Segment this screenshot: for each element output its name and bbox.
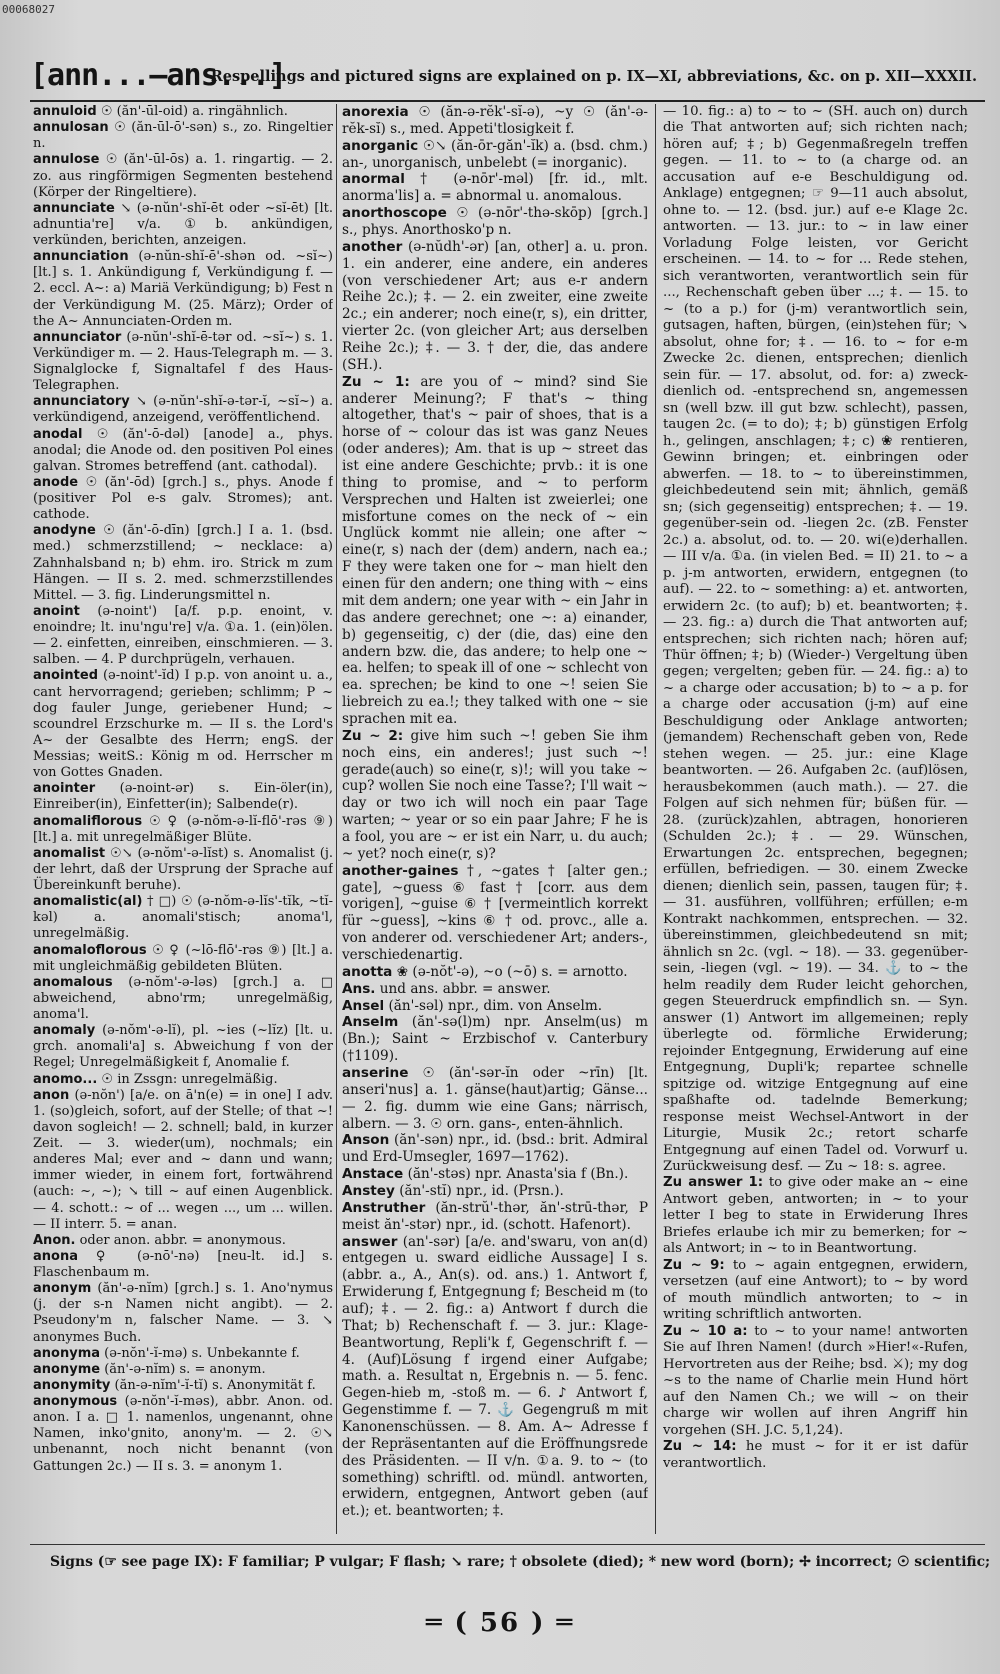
entry-headword: annunciate	[33, 200, 115, 216]
dictionary-entry	[33, 894, 333, 942]
dictionary-entry	[342, 239, 648, 374]
footer-divider	[30, 1544, 985, 1545]
entry-headword: another-gaines	[342, 862, 459, 879]
entry-text: (ăn'-sə(l)m) npr. Anselm(us) m (Bn.); Saint ~ Erzbischof v. Canterbury (†1109).	[342, 1014, 648, 1065]
entry-text: ☉ (ăn'-ō-dəl) [anode] a., phys. anodal; die Anode od. den positiven Pol eines galvan. Stromes betreffend (ant. cathodal).	[33, 426, 333, 474]
entry-headword: anomaliflorous	[33, 813, 143, 829]
entry-text: (ăn-strŭ'-thər, ăn'-strū-thər, P meist ăn'-stər) npr., id. (schott. Hafenort).	[342, 1199, 648, 1233]
entry-headword: Zu ~ 2:	[342, 727, 404, 744]
dictionary-entry	[33, 1362, 333, 1378]
entry-text: (ə-nŭdh'-ər) [an, other] a. u. pron. 1. ein anderer, eine andere, ein anderes (von verschiedener Art; aus e-r andern Reihe 2c.); ‡. — 2. ein zweiter, eine zweite 2c.; ein anderer; noch eine(r, s), ein dritter, vierter 2c. (von gleicher Art; aus derselben Reihe 2c.); ‡. — 3. † der, die, das andere (SH.).	[342, 238, 648, 373]
dictionary-entry	[342, 728, 648, 863]
entry-headword: anona	[33, 1248, 78, 1264]
entry-text: ☉ (ăn-ūl-ō'-sən) s., zo. Ringeltier n.	[33, 120, 333, 152]
entry-text: (ə-nŏm'-ə-lĭ), pl. ~ies (~lĭz) [lt. u. grch. anomali'a] s. Abweichung f von der Regel; Unregelmäßigkeit f, Anomalie f.	[33, 1023, 333, 1071]
entry-text: to ~ again entgegnen, erwidern, versetzen (auf eine Antwort); to ~ by word of mouth mündlich antworten; to ~ in writing schriftlich antworten.	[663, 1257, 968, 1323]
entry-text: ☉ (ăn'-ūl-oid) a. ringähnlich.	[100, 104, 288, 119]
dictionary-entry	[342, 104, 648, 138]
dictionary-entry	[33, 249, 333, 330]
entry-headword: anode	[33, 474, 79, 490]
entry-text: ☉ (ăn'-sər-ĭn oder ~rīn) [lt. anseri'nus] a. 1. gänse(haut)artig; Gänse... — 2. fig. dumm wie eine Gans; närrisch, albern. — 3. ☉ orn. gans-, enten-ähnlich.	[342, 1064, 648, 1132]
column-2	[342, 104, 648, 1534]
column-divider	[655, 104, 656, 1534]
entry-text: † □) ☉ (ə-nŏm-ə-lĭs'-tĭk, ~tĭ-kəl) a. anomali'stisch; anoma'l, unregelmäßig.	[33, 894, 333, 942]
dictionary-entry	[663, 1258, 968, 1324]
entry-text: (ăn'-sən) npr., id. (bsd.: brit. Admiral und Erd-Umsegler, 1697—1762).	[342, 1132, 648, 1166]
dictionary-entry	[342, 964, 648, 981]
dictionary-entry	[33, 1346, 333, 1362]
dictionary-entry	[33, 1023, 333, 1071]
entry-text: to ~ to your name! antworten Sie auf Ihren Namen! (durch »Hier!«-Rufen, Hervortreten aus der Reihe; bsd. ⚔); my dog ~s to the name of Charlie mein Hund hört auf den Namen Ch.; we will ~ on their charge wir wollen auf ihren Angriff hin vorgehen (SH. J.C. 5,1,24).	[663, 1323, 968, 1438]
entry-headword: anoint	[33, 603, 80, 619]
entry-text: (ə-nŭn'-shĭ-ē-tər od. ~sĭ~) s. 1. Verkündiger m. — 2. Haus-Telegraph m. — 3. Signalglocke f, Signaltafel f des Haus-Telegraphen.	[33, 329, 333, 394]
entry-text: (ə-nŏn'-ĭ-məs), abbr. Anon. od. anon. I a. □ 1. namenlos, ungenannt, ohne Namen, inko'gnito, anony'm. — 2. ☉↘ unbenannt, noch nicht benannt (von Gattungen 2c.) — II s. 3. = anonym 1.	[33, 1394, 333, 1474]
entry-text: (ə-nŏm'-ə-ləs) [grch.] a. □ abweichend, abno'rm; unregelmäßig, anoma'l.	[33, 974, 333, 1022]
dictionary-entry	[342, 1200, 648, 1234]
dictionary-entry	[33, 427, 333, 475]
dictionary-entry	[342, 205, 648, 239]
entry-headword: annuloid	[33, 104, 97, 119]
entry-headword: another	[342, 238, 403, 255]
dictionary-entry	[33, 846, 333, 894]
entry-text: † (ə-nōr'-məl) [fr. id., mlt. anorma'lis] a. = abnormal u. anomalous.	[342, 171, 648, 205]
dictionary-entry	[33, 394, 333, 426]
dictionary-entry	[342, 1132, 648, 1166]
entry-text: to give oder make an ~ eine Antwort geben, antworten; in ~ to your letter I beg to state in Erwiderung Ihres Briefes erlaube ich mir zu bemerken; for ~ als Antwort; in ~ to in Beantwortung.	[663, 1175, 968, 1257]
entry-headword: anodyne	[33, 523, 96, 539]
entry-headword: anomaloflorous	[33, 942, 147, 958]
dictionary-entry	[342, 1183, 648, 1200]
column-1	[33, 104, 333, 1534]
entry-headword: anserine	[342, 1064, 409, 1081]
entry-text: (ə-nŏn') [a/e. on ā'n(e) = in one] I adv. 1. (so)gleich, sofort, auf der Stelle; of that ~! davon sogleich! — 2. schnell; bald, in kurzer Zeit. — 3. wieder(um), nochmals; ein anderes Mal; ever and ~ dann und wann; immer wieder, in einem fort, fortwährend (auch: ~, ~); ↘ till ~ auf einen Augenblick. — 4. schott.: ~ of ... wegen ..., um ... willen. — II interr. 5. = anan.	[33, 1087, 333, 1232]
entry-headword: Anselm	[342, 1014, 399, 1031]
dictionary-entry	[33, 975, 333, 1023]
dictionary-entry	[33, 120, 333, 152]
entry-headword: anonymous	[33, 1394, 118, 1409]
entry-text: (ə-noint-ər) s. Ein-öler(in), Einreiber(in), Einfetter(in); Salbende(r).	[33, 781, 333, 813]
entry-text: — 10. fig.: a) to ~ to ~ (SH. auch on) durch die That antworten auf; sich richten nach; hören auf; ‡; b) Gegenmaßregeln treffen gegen. — 11. to ~ to (a charge od. an accusation auf e-e Beschuldigung od. Anklage) entgegnen; ☞ 9—11 auch absolut, ohne to. — 12. (bsd. jur.) auf e-e Klage 2c. antworten. — 13. jur.: to ~ in law einer Vorladung Folge leisten, vor Gericht erscheinen. — 14. to ~ for ... Rede stehen, sich verantworten, verantwortlich sein für ..., Rechenschaft geben über ...; ‡. — 15. to ~ (to a p.) for (j-m) verantwortlich sein, gutsagen, haften, bürgen, (ein)stehen für; ↘ absolut, ohne for; ‡. — 16. to ~ for e-m Zwecke 2c. dienen, entsprechen; dienlich sein für. — 17. absolut, od. for: a) zweck-dienlich od. -entsprechend sn, angemessen sn (well bzw. ill gut bzw. schlecht), passen, taugen 2c. (= to do); ‡; b) günstigen Erfolg h., gelingen, anschlagen; ‡; c) ❀ rentieren, Gewinn bringen; et. einbringen oder abwerfen. — 18. to ~ to übereinstimmen, gleichbedeutend sein mit; ähnlich, gemäß sn; (sich gegenseitig) entsprechen; ‡. — 19. gegenüber-sein od. -liegen 2c. (zB. Fenster 2c.) a. absolut, od. to. — 20. wi(e)derhallen. — III v/a. ①a. (in vielen Bed. = II) 21. to ~ a p. j-m antworten, erwidern, entgegnen (to auf). — 22. to ~ something: a) et. antworten, erwidern 2c. (to auf); b) et. beantworten; ‡. — 23. fig.: a) durch die That antworten auf; entsprechen; sich richten nach; hören auf; Thür öffnen; ‡; b) (Wieder-) Vergeltung üben gegen; vergelten; geben für. — 24. fig.: a) to ~ a charge oder accusation; b) to ~ a p. for a charge oder accusation (j-m) auf eine Beschuldigung oder Anklage antworten; (jemandem) Rechenschaft geben von, Rede stehen wegen. — 25. jur.: eine Klage beantworten. — 26. Aufgaben 2c. (auf)lösen, herausbekommen (auch math.). — 27. die Folgen auf sich nehmen für; büßen für. — 28. (zurück)zahlen, abtragen, honorieren (Schulden 2c.); ‡. — 29. Wünschen, Erwartungen 2c. entsprechen, begegnen; erfüllen, befriedigen. — 30. einem Zwecke dienen; dienlich sein, passen, taugen für; ‡. — 31. ausführen, vollführen; erfüllen; e-m Kontrakt nachkommen, entsprechen. — 32. übereinstimmen, gleichbedeutend sn mit; ähnlich sn 2c. (vgl. ~ 18). — 33. gegenüber-sein, -liegen (vgl. ~ 19). — 34. ⚓ to ~ the helm readily dem Ruder leicht gehorchen, gegen Steuerdruck empfindlich sn. — Syn. answer (1) Antwort im allgemeinen; reply überlegte od. förmliche Erwiderung; rejoinder Entgegnung, Erwiderung auf eine Entgegnung, Dupli'k; repartee schnelle spitzige od. witzige Entgegnung auf eine spaßhafte od. tadelnde Bemerkung; response meist Wechsel-Antwort in der Liturgie, Musik 2c.; retort scharfe Entgegnung auf einen Tadel od. Vorwurf u. Zurückweisung desf. — Zu ~ 18: s. agree.	[663, 104, 968, 1174]
dictionary-entry	[33, 1233, 333, 1249]
entry-headword: Zu answer 1:	[663, 1175, 764, 1191]
dictionary-entry	[33, 1088, 333, 1233]
entry-headword: annunciator	[33, 329, 122, 345]
entry-text: give him such ~! geben Sie ihm noch eins, ein anderes!; just such ~! gerade(auch) so eine(r, s)!; will you take ~ cup? wollen Sie noch eine Tasse?; I'll wait ~ day or two ich will noch ein paar Tage warten; ~ year or so ein paar Jahre; F he is a fool, you are ~ er ist ein Narr, u. du auch; ~ yet? noch eine(r, s)?	[342, 727, 648, 862]
entry-text: ☉ ♀ (~lō-flō'-rəs ⑨) [lt.] a. mit ungleichmäßig gebildeten Blüten.	[33, 942, 333, 974]
entry-text: ↘ (ə-nŭn'-shĭ-ə-tər-ĭ, ~sĭ~) a. verkündigend, anzeigend, veröffentlichend.	[33, 394, 333, 426]
dictionary-entry	[342, 1166, 648, 1183]
entry-headword: anointer	[33, 781, 96, 797]
dictionary-entry	[33, 814, 333, 846]
dictionary-entry	[33, 604, 333, 669]
dictionary-entry	[33, 152, 333, 200]
entry-text: ☉ (ăn-ə-rĕk'-sĭ-ə), ~y ☉ (ăn'-ə-rĕk-sĭ) s., med. Appeti'tlosigkeit f.	[342, 104, 648, 137]
entry-text: oder anon. abbr. = anonymous.	[79, 1232, 286, 1248]
entry-headword: Anson	[342, 1132, 390, 1149]
scan-id: 00068027	[2, 3, 55, 16]
entry-text: ☉ (ăn'-ō-dīn) [grch.] I a. 1. (bsd. med.) schmerzstillend; ~ necklace: a) Zahnhalsband n; b) ehm. iro. Strick m zum Hängen. — II s. 2. med. schmerzstillendes Mittel. — 3. fig. Linderungsmittel n.	[33, 523, 333, 603]
dictionary-entry	[33, 475, 333, 523]
column-3	[663, 104, 968, 1534]
entry-text: are you of ~ mind? sind Sie anderer Meinung?; F that's ~ thing altogether, that's ~ pair of shoes, that is a horse of ~ colour das ist was ganz Neues (oder anderes); Am. that is up ~ street das ist eine andere Geschichte; prvb.: it is one thing to promise, and ~ to perform Versprechen und Halten ist zweierlei; one misfortune comes on the neck of ~ ein Unglück kommt nie allein; one after ~ eine(r, s) nach der (dem) andern, nach ea.; F they were taken one for ~ man hielt den einen für den andern; one thing with ~ eins mit dem andern; one year with ~ ein Jahr in das andere gerechnet; one ~: a) einander, b) gegenseitig, c) der (die, das) eine den andern bzw. die, das andere; to help one ~ ea. helfen; to speak ill of one ~ schlecht von ea. sprechen; be kind to one ~! seien Sie liebreich zu ea.!; they talked with one ~ sie sprachen mit ea.	[342, 373, 648, 727]
dictionary-entry	[663, 1324, 968, 1439]
entry-text: (ăn'-səl) npr., dim. von Anselm.	[388, 997, 603, 1014]
dictionary-entry	[33, 330, 333, 395]
entry-text: ❀ (ə-nŏt'-ə), ~o (~ō) s. = arnotto.	[396, 963, 628, 980]
entry-headword: Anon.	[33, 1232, 76, 1248]
entry-headword: anomo...	[33, 1071, 98, 1087]
entry-headword: anotta	[342, 963, 393, 980]
entry-text: ☉ (ăn'-ōd) [grch.] s., phys. Anode f (positiver Pol e-s galv. Stromes); ant. cathode.	[33, 474, 333, 523]
dictionary-entry	[33, 1072, 333, 1088]
entry-text: ☉ ♀ (ə-nŏm-ə-lĭ-flō'-rəs ⑨) [lt.] a. mit unregelmäßiger Blüte.	[33, 813, 333, 845]
header-note: Respellings and pictured signs are explained on p. IX—XI, abbreviations, &c. on p. XII—XXXII.	[210, 68, 977, 85]
dictionary-entry	[663, 1439, 968, 1472]
entry-headword: Zu ~ 9:	[663, 1257, 725, 1273]
entry-text: ♀ (ə-nō'-nə) [neu-lt. id.] s. Flaschenbaum m.	[33, 1248, 333, 1280]
dictionary-entry	[342, 374, 648, 728]
entry-text: †, ~gates † [alter gen.; gate], ~guess ⑥ fast † [corr. aus dem vorigen], ~guise ⑥ † [vermeintlich korrekt für ~guess], ~kins ⑥ † od. provc., alle a. von anderer od. verschiedener Art; anders-, verschiedenartig.	[342, 862, 648, 963]
entry-headword: anomalistic(al)	[33, 894, 143, 910]
entry-headword: Zu ~ 1:	[342, 373, 410, 390]
entry-headword: answer	[342, 1233, 398, 1250]
entry-headword: anormal	[342, 171, 405, 188]
entry-text: ☉ (ə-nōr'-thə-skōp) [grch.] s., phys. Anorthosko'p n.	[342, 205, 648, 239]
column-divider	[336, 104, 337, 1534]
dictionary-entry	[33, 668, 333, 781]
entry-headword: Ans.	[342, 980, 376, 997]
entry-text: und ans. abbr. = answer.	[379, 980, 551, 997]
entry-headword: Zu ~ 14:	[663, 1439, 737, 1455]
dictionary-entry	[33, 943, 333, 975]
entry-text: (ə-noint'-ĭd) I p.p. von anoint u. a., cant hervorragend; gerieben; schlimm; P ~ dog fauler Junge, geriebener Hund; ~ scoundrel Erzschurke m. — II s. the Lord's A~ der Gesalbte des Herrn; engS. der Messias; weitS.: König m od. Herrscher m von Gottes Gnaden.	[33, 668, 333, 781]
entry-headword: anonyma	[33, 1345, 101, 1361]
entry-headword: anointed	[33, 668, 99, 684]
dictionary-entry	[33, 104, 333, 120]
signs-legend: Signs (☞ see page IX): F familiar; P vulgar; F flash; ↘ rare; † obsolete (died); * new word (born); ✢ incorrect; ☉ scientific;	[50, 1554, 991, 1570]
entry-text: ☉ in Zssgn: unregelmäßig.	[101, 1071, 278, 1087]
entry-headword: anorthoscope	[342, 205, 447, 222]
dictionary-entry	[342, 171, 648, 205]
entry-headword: anomalous	[33, 974, 113, 990]
entry-headword: Ansel	[342, 997, 385, 1014]
entry-headword: anorganic	[342, 137, 419, 154]
entry-headword: Anstey	[342, 1183, 395, 1199]
entry-headword: annunciatory	[33, 394, 130, 410]
entry-text: ↘ (ə-nŭn'-shĭ-ēt oder ~sĭ-ēt) [lt. adnuntia're] v/a. ①b. ankündigen, verkünden, berichten, anzeigen.	[33, 200, 333, 248]
dictionary-entry	[342, 1014, 648, 1065]
dictionary-entry	[342, 981, 648, 998]
entry-text: he must ~ for it er ist dafür verantwortlich.	[663, 1439, 968, 1471]
entry-text: (ăn'-ə-nĭm) [grch.] s. 1. Ano'nymus (j. der s-n Namen nicht angibt). — 2. Pseudony'm n, falscher Name. — 3. ↘ anonymes Buch.	[33, 1281, 333, 1345]
entry-text: (ăn'-stəs) npr. Anasta'sia f (Bn.).	[407, 1166, 629, 1183]
entry-text: (ə-nŏn'-ĭ-mə) s. Unbekannte f.	[104, 1345, 300, 1361]
entry-headword: anonym	[33, 1281, 92, 1297]
entry-headword: Anstace	[342, 1166, 404, 1183]
entry-text: (ə-noint') [a/f. p.p. enoint, v. enoindre; lt. inu'ngu're] v/a. ①a. 1. (ein)ölen. — 2. einfetten, einreiben, einschmieren. — 3. salben. — 4. P durchprügeln, verhauen.	[33, 603, 333, 668]
dictionary-entry	[663, 104, 968, 1175]
entry-headword: Zu ~ 10 a:	[663, 1323, 748, 1339]
dictionary-entry	[342, 138, 648, 172]
dictionary-entry	[33, 1394, 333, 1475]
entry-headword: annulosan	[33, 120, 109, 136]
entry-headword: anomalist	[33, 845, 106, 861]
guide-words: [ann...—ans...]	[30, 58, 286, 93]
entry-headword: anomaly	[33, 1023, 96, 1039]
entry-text: (ăn'-ə-nĭm) s. = anonym.	[104, 1361, 266, 1377]
dictionary-entry	[33, 1281, 333, 1346]
dictionary-entry	[342, 1065, 648, 1132]
entry-headword: anon	[33, 1087, 70, 1103]
entry-text: (ăn'-stĭ) npr., id. (Prsn.).	[399, 1183, 564, 1199]
dictionary-entry	[33, 1249, 333, 1281]
dictionary-entry	[342, 1234, 648, 1521]
page-number: ═ ( 56 ) ═	[425, 1608, 575, 1638]
entry-text: ☉↘ (ăn-ōr-găn'-ĭk) a. (bsd. chm.) an-, unorganisch, unbelebt (= inorganic).	[342, 137, 648, 171]
entry-headword: anonyme	[33, 1361, 101, 1377]
entry-headword: Anstruther	[342, 1199, 426, 1216]
entry-headword: anonymity	[33, 1377, 111, 1393]
entry-text: (an'-sər) [a/e. and'swaru, von an(d) entgegen u. sward eidliche Aussage] I s. (abbr. a., A., An(s). od. ans.) 1. Antwort f, Erwiderung f, Entgegnung f; Bescheid m (to auf); ‡. — 2. fig.: a) Antwort f durch die That; b) Rechenschaft f. — 3. jur.: Klage-Beantwortung, Repli'k f, Gegenschrift f. — 4. (Auf)Lösung f irgend einer Aufgabe; math. a. Resultat n, Ergebnis n. — 5. fenc. Gegen-hieb m, -stoß m. — 6. ♪ Antwort f, Gegenstimme f. — 7. ⚓ Gegengruß m mit Kanonenschüssen. — 8. Am. A~ Adresse f der Repräsentanten auf die Eröffnungsrede des Präsidenten. — II v/n. ①a. 9. to ~ (to something) schriftl. od. mündl. antworten, erwidern, entgegnen, Antwort geben (auf et.); et. beantworten; ‡.	[342, 1233, 648, 1520]
entry-headword: annunciation	[33, 249, 129, 265]
dictionary-entry	[33, 1378, 333, 1394]
entry-headword: annulose	[33, 152, 100, 168]
entry-text: ☉↘ (ə-nŏm'-ə-lĭst) s. Anomalist (j. der lehrt, daß der Ursprung der Sprache auf Übereinkunft beruhe).	[33, 845, 333, 893]
entry-headword: anodal	[33, 426, 83, 442]
dictionary-entry	[33, 201, 333, 249]
dictionary-entry	[342, 998, 648, 1015]
dictionary-entry	[342, 863, 648, 964]
entry-headword: anorexia	[342, 104, 409, 120]
dictionary-entry	[663, 1175, 968, 1257]
dictionary-entry	[33, 523, 333, 604]
dictionary-entry	[33, 781, 333, 813]
entry-text: (ə-nŭn-shĭ-ē'-shən od. ~sĭ~) [lt.] s. 1. Ankündigung f, Verkündigung f. — 2. eccl. A~: a) Mariä Verkündigung; b) Fest n der Verkündigung M. (25. März); Order of the A~ Annunciaten-Orden m.	[33, 249, 333, 329]
entry-text: ☉ (ăn'-ūl-ōs) a. 1. ringartig. — 2. zo. aus ringförmigen Segmenten bestehend (Körper der Ringeltiere).	[33, 152, 333, 200]
entry-text: (ăn-ə-nĭm'-ĭ-tĭ) s. Anonymität f.	[114, 1377, 316, 1393]
page-header	[30, 58, 985, 102]
